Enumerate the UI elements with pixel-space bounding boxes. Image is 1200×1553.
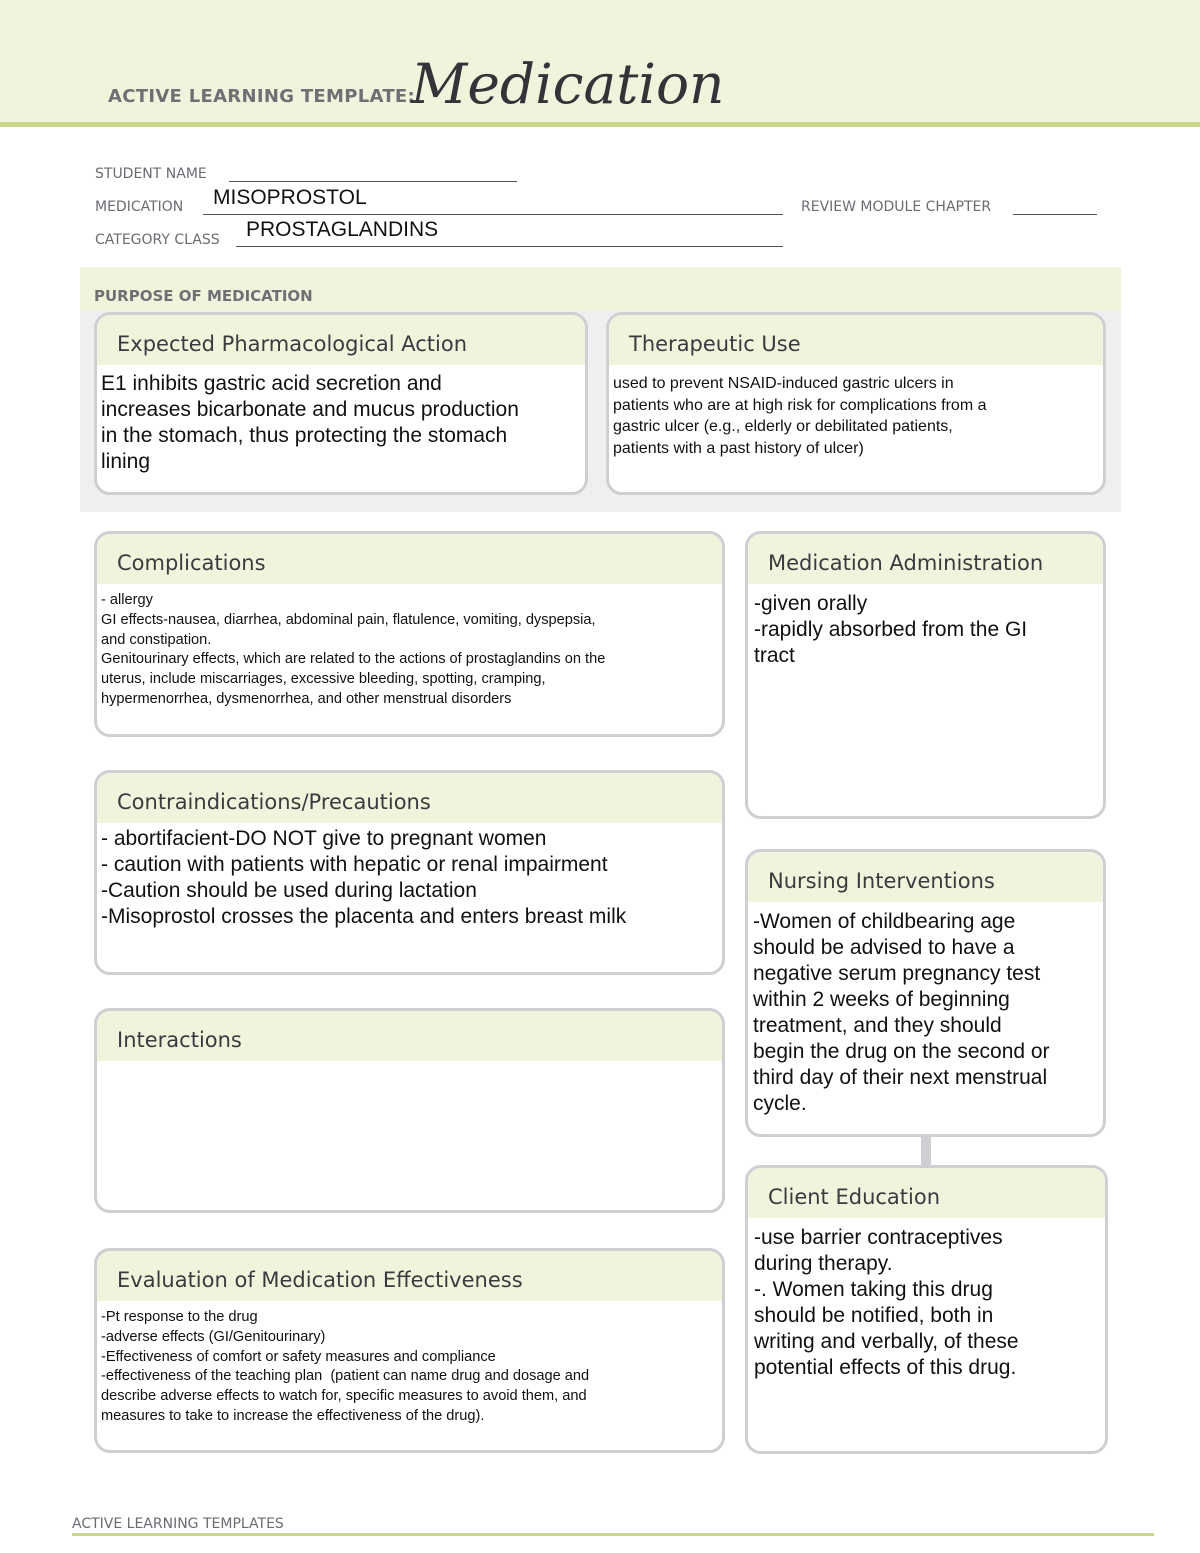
category-class-field[interactable]: PROSTAGLANDINS: [246, 218, 439, 241]
therapeutic-use-box: [606, 312, 1106, 495]
client-education-box: [745, 1165, 1108, 1454]
contraindications-text[interactable]: - abortifacient-DO NOT give to pregnant women - caution with patients with hepatic or renal impairment -Caution should be used during lactation -Misoprostol crosses the placenta and enters breast milk: [101, 827, 627, 928]
footer-label: ACTIVE LEARNING TEMPLATES: [72, 1516, 284, 1532]
header-divider: [0, 122, 1200, 127]
purpose-title: PURPOSE OF MEDICATION: [94, 287, 313, 305]
footer-divider: [72, 1533, 1154, 1536]
template-label: ACTIVE LEARNING TEMPLATE:: [108, 86, 415, 107]
expected-action-text[interactable]: E1 inhibits gastric acid secretion and increases bicarbonate and mucus production in the stomach, thus protecting the stomach lining: [101, 372, 519, 473]
evaluation-box: [94, 1248, 725, 1453]
interactions-title: Interactions: [117, 1028, 242, 1052]
therapeutic-use-text[interactable]: used to prevent NSAID-induced gastric ulcers in patients who are at high risk for complications from a gastric ulcer (e.g., elderly or debilitated patients, patients with a past history of ulcer): [613, 375, 987, 457]
client-education-title: Client Education: [768, 1185, 941, 1209]
contraindications-title: Contraindications/Precautions: [117, 790, 431, 814]
complications-title: Complications: [117, 551, 266, 575]
category-class-label: CATEGORY CLASS: [95, 232, 220, 248]
contraindications-box: [94, 770, 725, 975]
medication-field-line: [203, 214, 783, 215]
student-name-label: STUDENT NAME: [95, 166, 207, 182]
evaluation-title: Evaluation of Medication Effectiveness: [117, 1268, 523, 1292]
nursing-interventions-text[interactable]: -Women of childbearing age should be advised to have a negative serum pregnancy test within 2 weeks of beginning treatment, and they should begin the drug on the second or third day of their next menstrual cycle.: [753, 910, 1050, 1115]
expected-action-title: Expected Pharmacological Action: [117, 332, 468, 356]
page-title: Medication: [411, 52, 725, 116]
complications-box: [94, 531, 725, 737]
medication-label: MEDICATION: [95, 199, 184, 215]
therapeutic-use-title: Therapeutic Use: [629, 332, 801, 356]
medication-administration-text[interactable]: -given orally -rapidly absorbed from the GI tract: [754, 592, 1028, 667]
interactions-box: [94, 1008, 725, 1213]
medication-administration-title: Medication Administration: [768, 551, 1044, 575]
medication-field[interactable]: MISOPROSTOL: [213, 186, 367, 209]
evaluation-text[interactable]: -Pt response to the drug -adverse effects (GI/Genitourinary) -Effectiveness of comfort or safety measures and compliance -effectiveness of the teaching plan (patient can name drug and dosage and describe adverse effects to watch for, specific measures to avoid them, and measures to take to increase the effectiveness of the drug).: [101, 1309, 590, 1424]
nursing-interventions-title: Nursing Interventions: [768, 869, 995, 893]
category-class-field-line: [236, 246, 783, 247]
review-module-field[interactable]: [1013, 214, 1097, 215]
interactions-text[interactable]: [101, 1067, 716, 1207]
connector-bar: [921, 1136, 931, 1166]
complications-text[interactable]: - allergy GI effects-nausea, diarrhea, abdominal pain, flatulence, vomiting, dyspepsia, and constipation. Genitourinary effects, which are related to the actions of prostaglandins on the uterus, include miscarriages, excessive bleeding, spotting, cramping, hypermenorrhea, dysmenorrhea, and other menstrual disorders: [101, 592, 606, 707]
student-name-field[interactable]: [229, 181, 517, 182]
expected-action-box: [94, 312, 588, 495]
nursing-interventions-box: [745, 849, 1106, 1137]
client-education-text[interactable]: -use barrier contraceptives during therapy. -. Women taking this drug should be notified, both in writing and verbally, of these potential effects of this drug.: [754, 1226, 1019, 1379]
medication-administration-box: [745, 531, 1106, 819]
review-module-label: REVIEW MODULE CHAPTER: [801, 199, 992, 215]
